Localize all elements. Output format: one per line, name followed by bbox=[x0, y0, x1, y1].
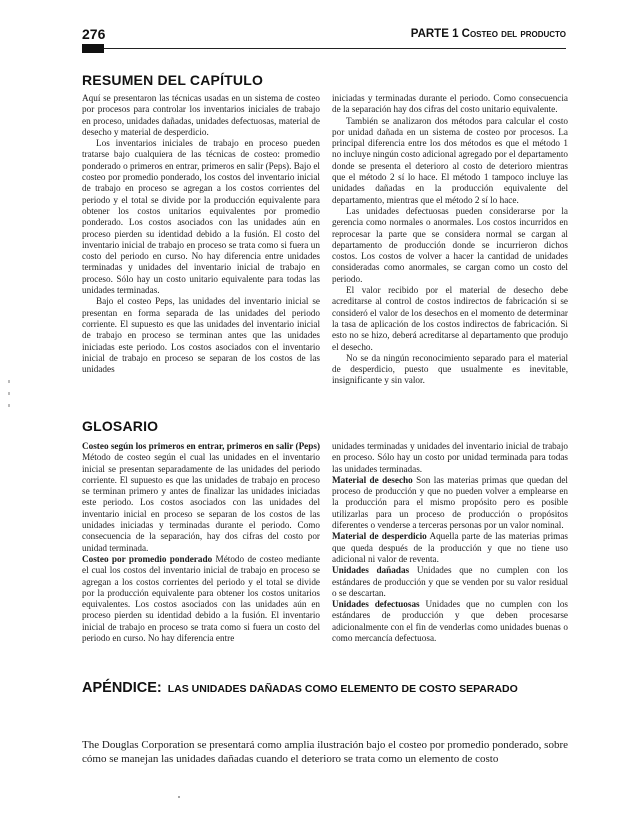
scan-margin-mark bbox=[8, 404, 10, 407]
resumen-paragraph: El valor recibido por el material de desecho debe acreditarse al control de costos indirectos de fabricación si se consideró el valor de los desechos en el momento de determinar la tasa de aplicación de los costos indirectos de fabricación. Si esto no se hizo, deberá acreditarse al departamento que produjo el desecho. bbox=[332, 285, 568, 352]
apendice-title bbox=[82, 679, 518, 697]
page-number: 276 bbox=[82, 26, 106, 42]
apendice-title-main: APÉNDICE: bbox=[82, 680, 162, 696]
glossary-term: Costeo por promedio ponderado bbox=[82, 553, 213, 564]
glossary-entry bbox=[332, 531, 568, 565]
glossary-definition: Unidades que no cumplen con los estándares de producción y que deben procesarse adicionalmente con el fin de venderlas como unidades buenas o como mercancía defectuosa. bbox=[332, 599, 568, 644]
resumen-paragraph: No se da ningún reconocimiento separado para el material de desperdicio, puesto que usualmente es inevitable, insignificante y sin valor. bbox=[332, 352, 568, 386]
glossary-entry bbox=[82, 554, 320, 644]
header-rule bbox=[82, 48, 566, 49]
glossary-entry bbox=[332, 565, 568, 599]
glossary-definition: Método de costeo mediante el cual los costos del inventario inicial de trabajo en proceso se agregan a los costos corrientes del periodo y el total se divide por la producción equivalente para obtener los costos unitarios equivalentes. Los costos asociados con las unidades aún en proceso pierden su identidad debido a la fusión. El inventario inicial de trabajo en proceso se trata como si fuera un costo del periodo en curso. No hay diferencia entre bbox=[82, 553, 320, 644]
glossary-definition: Método de costeo según el cual las unidades en el inventario inicial se presentan separadamente de las unidades del periodo corriente. El supuesto es que las unidades de trabajo en proceso se terminan primero y antes de finalizar las unidades iniciadas este periodo. Los costos asociados con las unidades del inventario inicial en proceso se separan de los costos de las unidades iniciadas y terminadas durante el periodo. Como consecuencia de la separación, hay dos cifras del costo por unidad terminada. bbox=[82, 452, 320, 553]
glossary-entry bbox=[332, 441, 568, 475]
glossary-definition: Unidades que no cumplen con los estándares de producción y que se venden por su valor residual o se descartan. bbox=[332, 565, 569, 598]
glossary-term: Unidades dañadas bbox=[332, 565, 410, 576]
scan-margin-mark bbox=[8, 392, 10, 395]
scan-margin-mark bbox=[8, 380, 10, 383]
glossary-term: Costeo según los primeros en entrar, primeros en salir (Peps) bbox=[82, 441, 321, 451]
glosario-left-column bbox=[82, 441, 320, 644]
running-header: PARTE 1 Costeo del producto bbox=[410, 28, 566, 40]
glossary-definition: unidades terminadas y unidades del inventario inicial de trabajo en proceso. Sólo hay un costo por unidad terminada para todas las unidades terminadas. bbox=[332, 441, 568, 474]
header-marker-block bbox=[82, 44, 104, 53]
resumen-right-column bbox=[332, 93, 568, 387]
resumen-paragraph: También se analizaron dos métodos para calcular el costo por unidad dañada en un sistema de costeo por procesos. La principal diferencia entre los dos métodos es que el método 1 no incluye ningún costo adicional agregado por el departamento donde se presenta el deterioro al costo de deterioro mientras que el método 2 sí lo hace. El método 1 tampoco incluye las unidades dañadas en la producción equivalente del departamento, mientras que el método 2 sí lo hace. bbox=[332, 115, 568, 205]
glossary-definition: Son las materias primas que quedan del proceso de producción y que no pueden volver a emplearse en la producción para el mismo propósito pero es posible utilizarlas para un proceso de producción o propósitos diferentes o venderse a terceras personas por un valor nominal. bbox=[332, 474, 568, 531]
resumen-title: RESUMEN DEL CAPÍTULO bbox=[82, 72, 264, 88]
glossary-definition: Aquella parte de las materias primas que queda después de la producción y que no tiene uso adicional ni valor de reventa. bbox=[332, 531, 568, 564]
glossary-entry bbox=[332, 475, 568, 531]
resumen-left-column bbox=[82, 93, 320, 375]
resumen-paragraph: Aquí se presentaron las técnicas usadas en un sistema de costeo por procesos para controlar los inventarios iniciales de trabajo en proceso, unidades dañadas, unidades defectuosas, material de desecho y material de desperdicio. bbox=[82, 93, 320, 137]
glossary-entry bbox=[82, 441, 320, 554]
glosario-title: GLOSARIO bbox=[82, 418, 159, 434]
scan-speck bbox=[178, 796, 180, 798]
glossary-entry bbox=[332, 599, 568, 644]
resumen-paragraph: Las unidades defectuosas pueden considerarse por la gerencia como normales o anormales. Los costos incurridos en reprocesar la parte que se considera normal se cargan al departamento de producción donde se incurrieron dichos costos. Los costos de volver a hacer la cantidad de unidades consideradas como anormales, se cargan como un costo del periodo. bbox=[332, 205, 568, 284]
glossary-term: Unidades defectuosas bbox=[332, 599, 420, 610]
resumen-paragraph: iniciadas y terminadas durante el periodo. Como consecuencia de la separación hay dos cifras del costo unitario equivalente. bbox=[332, 93, 568, 115]
glossary-term: Material de desperdicio bbox=[332, 531, 427, 542]
glosario-right-column bbox=[332, 441, 568, 644]
resumen-paragraph: Los inventarios iniciales de trabajo en proceso pueden tratarse bajo cualquiera de las técnicas de costeo: promedio ponderado o primeros en entrar, primeros en salir (Peps). Bajo el costeo por promedio ponderado, los costos del inventario inicial de trabajo en proceso se agregan a los costos corrientes del periodo y el total se divide por la producción equivalente para obtener los costos unitarios equivalentes por promedio ponderado. Los costos asociados con las unidades aún en proceso pierden su identidad debido a la fusión. El costo del inventario inicial de trabajo en proceso se trata como si fuera un costo del periodo en curso. No hay diferencia entre unidades terminadas y unidades del inventario inicial de trabajo en proceso. Sólo hay un costo unitario equivalente para todas las unidades terminadas. bbox=[82, 138, 320, 296]
apendice-title-sub: LAS UNIDADES DAÑADAS COMO ELEMENTO DE COSTO SEPARADO bbox=[167, 683, 518, 695]
apendice-text: The Douglas Corporation se presentará como amplia ilustración bajo el costeo por promedio ponderado, sobre cómo se manejan las unidades dañadas cuando el deterioro se trata como un elemento de costo bbox=[82, 739, 568, 765]
resumen-paragraph: Bajo el costeo Peps, las unidades del inventario inicial se presentan en forma separada de las unidades del periodo corriente. El supuesto es que las unidades del inventario inicial de trabajo en proceso se terminan antes que las unidades iniciadas este periodo. Los costos asociados con el inventario inicial de trabajo en proceso se separan de los costos de las unidades bbox=[82, 296, 320, 375]
glossary-term: Material de desecho bbox=[332, 474, 413, 485]
